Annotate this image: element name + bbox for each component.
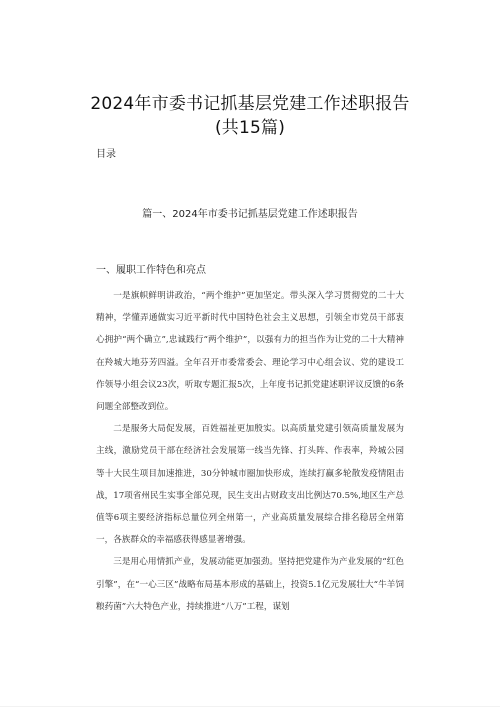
paragraph: 三是用心用情抓产业，发展动能更加强劲。坚持把党建作为产业发展的“红色引擎”，在“一心三区”战略布局基本形成的基础上，投资5.1亿元发展壮大“牛羊饲粮药菌”六大特色产业，持续推进“八万”工程，谋划 xyxy=(96,557,404,612)
body-text xyxy=(96,285,404,618)
section-heading: 一、履职工作特色和亮点 xyxy=(96,265,206,276)
chapter-title: 篇一、2024年市委书记抓基层党建工作述职报告 xyxy=(142,209,358,220)
paragraph: 一是旗帜鲜明讲政治，“两个维护”更加坚定。带头深入学习贯彻党的二十大精神，学懂弄通做实习近平新时代中国特色社会主义思想，引领全市党员干部衷心拥护“两个确立”,忠诚践行“两个维护”，以强有力的担当作为让党的二十大精神在羚城大地芬芳四溢。全年召开市委常委会、理论学习中心组会议、党的建设工作领导小组会议23次，听取专题汇报5次，上年度书记抓党建述职评议反馈的6条问题全部整改到位。 xyxy=(96,291,404,413)
document-subtitle: (共15篇) xyxy=(214,118,286,138)
toc-label: 目录 xyxy=(96,149,116,160)
document-title: 2024年市委书记抓基层党建工作述职报告 xyxy=(90,94,410,114)
paragraph: 二是服务大局促发展，百姓福祉更加殷实。以高质量党建引领高质量发展为主线，激励党员干部在经济社会发展第一线当先锋、打头阵、作表率，羚城公园等十大民生项目加速推进，30分钟城市圈加快形成，连续打赢多轮散发疫情阻击战，17项省州民生实事全部兑现，民生支出占财政支出比例达70.5%,地区生产总值等6项主要经济指标总量位列全州第一，产业高质量发展综合排名稳居全州第一，各族群众的幸福感获得感显著增强。 xyxy=(96,424,404,546)
